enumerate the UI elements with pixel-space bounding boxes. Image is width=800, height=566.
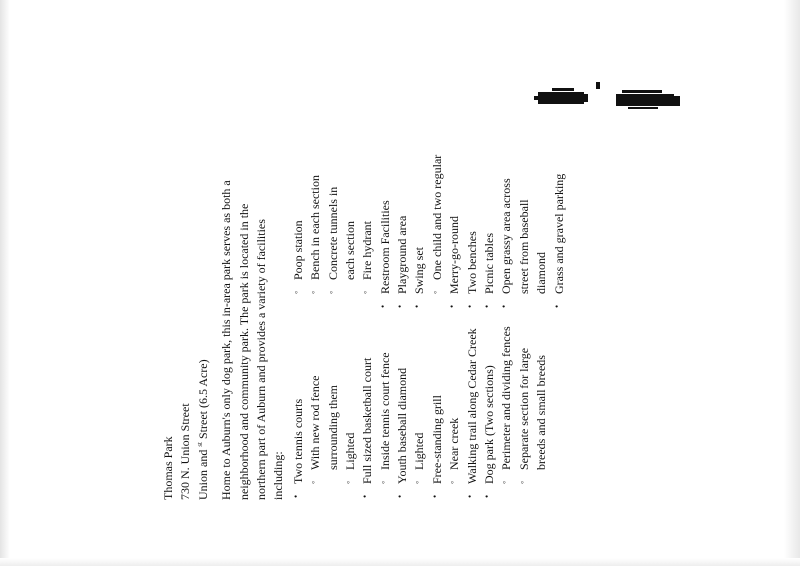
list-item-text: With new rod fence surrounding them bbox=[308, 375, 340, 470]
scan-shadow-right bbox=[784, 0, 800, 566]
list-item-text: Walking trail along Cedar Creek bbox=[464, 328, 479, 484]
facility-list-right bbox=[290, 154, 568, 310]
list-item-text: Near creek bbox=[447, 417, 462, 470]
list-item bbox=[325, 175, 360, 310]
list-item bbox=[429, 315, 446, 500]
bullet-icon: ◦ bbox=[429, 290, 440, 294]
bullet-icon: • bbox=[395, 494, 406, 498]
cross-street-line bbox=[195, 180, 212, 500]
list-item-text: Lighted bbox=[342, 432, 357, 470]
list-item-text: Swing set bbox=[412, 246, 427, 294]
redaction-marks bbox=[532, 82, 682, 112]
bullet-icon: • bbox=[447, 304, 458, 308]
bullet-icon: ◦ bbox=[308, 480, 319, 484]
bullet-icon: ◦ bbox=[290, 290, 301, 294]
list-item-text: Bench in each section bbox=[308, 175, 323, 280]
bullet-icon: • bbox=[290, 494, 301, 498]
list-item-text: Lighted bbox=[412, 432, 427, 470]
facility-list-left bbox=[290, 315, 551, 500]
list-item bbox=[377, 175, 394, 310]
list-item-text: Grass and gravel parking bbox=[551, 173, 566, 294]
list-item bbox=[411, 175, 428, 310]
list-item-text: Poop station bbox=[290, 220, 305, 280]
bullet-icon: • bbox=[482, 494, 493, 498]
bullet-icon: • bbox=[360, 494, 371, 498]
cross-street-pre: Union and bbox=[195, 446, 210, 500]
list-item bbox=[411, 315, 428, 500]
bullet-icon: ◦ bbox=[308, 290, 319, 294]
address-line: 730 N. Union Street bbox=[178, 403, 193, 500]
list-item bbox=[429, 154, 446, 310]
list-item bbox=[290, 175, 307, 310]
list-item bbox=[481, 315, 498, 500]
list-item-text: Separate section for large breeds and small breeds bbox=[516, 347, 549, 470]
bullet-icon: ◦ bbox=[412, 480, 423, 484]
list-item bbox=[481, 175, 498, 310]
bullet-icon: ◦ bbox=[516, 480, 527, 484]
list-item bbox=[359, 175, 376, 310]
intro-paragraph: Home to Auburn's only dog park, this in-area park serves as both a neighborhood and community park. The park is located in the northern part of Auburn and provides a variety of facilities including: bbox=[219, 180, 286, 500]
list-item bbox=[446, 175, 463, 310]
list-item bbox=[394, 315, 411, 500]
page-title: Thomas Park bbox=[161, 436, 175, 500]
list-item bbox=[342, 315, 359, 500]
list-item bbox=[307, 315, 342, 500]
bullet-icon: • bbox=[482, 304, 493, 308]
list-item-text: Open grassy area across street from baseball diamond bbox=[499, 178, 549, 294]
list-item bbox=[290, 315, 307, 500]
scan-shadow-bottom bbox=[0, 558, 800, 566]
list-item bbox=[359, 315, 376, 500]
bullet-icon: • bbox=[551, 304, 562, 308]
list-item-text: Full sized basketball court bbox=[360, 357, 375, 484]
bullet-icon: • bbox=[412, 304, 423, 308]
list-item-text: Youth baseball diamond bbox=[395, 367, 410, 484]
list-item-text: Playground area bbox=[395, 215, 410, 294]
cross-street-sup: st bbox=[195, 442, 204, 447]
scan-shadow-left bbox=[0, 0, 10, 566]
list-item bbox=[307, 175, 324, 310]
bullet-icon: ◦ bbox=[499, 480, 510, 484]
cross-street-post: Street (6.5 Acre) bbox=[195, 359, 210, 442]
list-item bbox=[498, 175, 550, 310]
bullet-icon: • bbox=[464, 494, 475, 498]
bullet-icon: ◦ bbox=[360, 290, 371, 294]
list-item bbox=[394, 175, 411, 310]
list-item bbox=[464, 175, 481, 310]
bullet-icon: • bbox=[464, 304, 475, 308]
list-item-text: Fire hydrant bbox=[360, 221, 375, 280]
list-item-text: Two benches bbox=[464, 231, 479, 294]
list-item-text: One child and two regular bbox=[429, 154, 444, 280]
rotated-document bbox=[160, 154, 566, 500]
bullet-icon: • bbox=[499, 304, 510, 308]
list-item-text: Two tennis courts bbox=[290, 398, 305, 484]
bullet-icon: ◦ bbox=[342, 480, 353, 484]
bullet-icon: • bbox=[377, 304, 388, 308]
bullet-icon: ◦ bbox=[377, 480, 388, 484]
bullet-icon: ◦ bbox=[325, 290, 336, 294]
list-item bbox=[446, 315, 463, 500]
list-item-text: Free-standing grill bbox=[429, 395, 444, 484]
list-item-text: Inside tennis court fence bbox=[377, 352, 392, 470]
bullet-icon: • bbox=[429, 494, 440, 498]
list-item-text: Restroom Facilities bbox=[377, 200, 392, 294]
list-item bbox=[498, 315, 515, 500]
bullet-icon: • bbox=[395, 304, 406, 308]
list-item-text: Dog park (Two sections) bbox=[482, 365, 497, 484]
list-item bbox=[464, 315, 481, 500]
list-item bbox=[551, 175, 568, 310]
list-item-text: Merry-go-round bbox=[447, 216, 462, 294]
list-item bbox=[516, 315, 551, 500]
list-item-text: Perimeter and dividing fences bbox=[499, 326, 514, 470]
list-item-text: Picnic tables bbox=[482, 233, 497, 294]
bullet-icon: ◦ bbox=[447, 480, 458, 484]
list-item-text: Concrete tunnels in each section bbox=[325, 186, 357, 280]
list-item bbox=[377, 315, 394, 500]
